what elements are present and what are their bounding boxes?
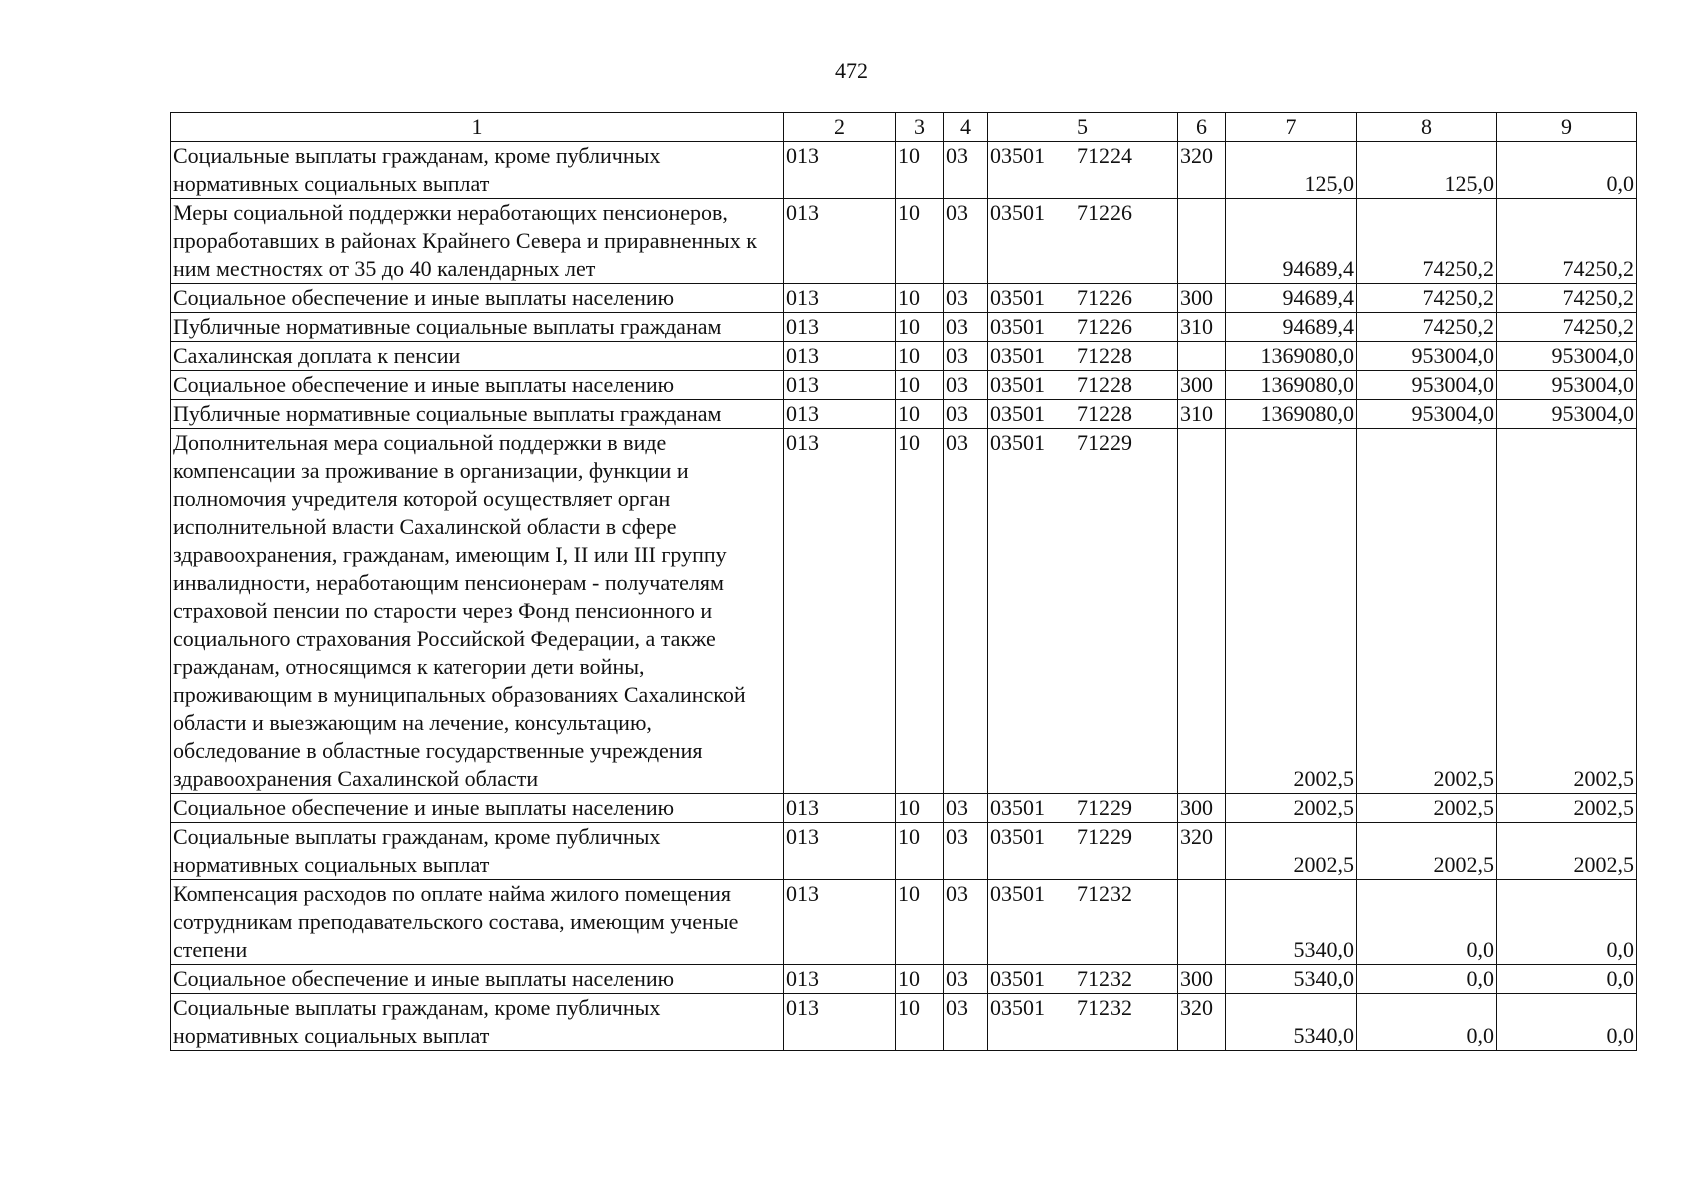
amount-cell-7: 5340,0 [1226,965,1357,994]
amount-cell-8: 74250,2 [1357,313,1497,342]
code-cell-4: 03 [944,142,988,199]
code-cell-5 [988,199,1178,284]
code-cell-2: 013 [784,994,896,1051]
direction-code: 71226 [1077,200,1132,225]
code-cell-5 [988,371,1178,400]
row-name-cell: Публичные нормативные социальные выплаты гражданам [171,313,784,342]
row-name-cell: Социальные выплаты гражданам, кроме публичных нормативных социальных выплат [171,142,784,199]
amount-cell-7: 1369080,0 [1226,400,1357,429]
program-code: 03501 [990,824,1045,849]
amount-cell-9: 0,0 [1497,142,1637,199]
amount-cell-9: 953004,0 [1497,400,1637,429]
amount-cell-9: 0,0 [1497,994,1637,1051]
budget-table [170,112,1637,1051]
code-cell-2: 013 [784,313,896,342]
code-cell-3: 10 [896,342,944,371]
code-cell-2: 013 [784,880,896,965]
code-cell-3: 10 [896,994,944,1051]
code-cell-4: 03 [944,313,988,342]
code-cell-4: 03 [944,429,988,794]
code-cell-6 [1178,429,1226,794]
table-row [171,313,1637,342]
amount-cell-8: 0,0 [1357,880,1497,965]
code-cell-6: 320 [1178,823,1226,880]
code-cell-4: 03 [944,342,988,371]
code-cell-4: 03 [944,994,988,1051]
code-cell-6 [1178,199,1226,284]
row-name-cell: Сахалинская доплата к пенсии [171,342,784,371]
table-row [171,965,1637,994]
amount-cell-9: 0,0 [1497,880,1637,965]
amount-cell-9: 953004,0 [1497,342,1637,371]
amount-cell-8: 0,0 [1357,994,1497,1051]
code-cell-5 [988,284,1178,313]
direction-code: 71229 [1077,824,1132,849]
amount-cell-7: 2002,5 [1226,823,1357,880]
program-code: 03501 [990,314,1045,339]
amount-cell-7: 5340,0 [1226,880,1357,965]
code-cell-3: 10 [896,371,944,400]
direction-code: 71229 [1077,430,1132,455]
code-cell-4: 03 [944,823,988,880]
code-cell-2: 013 [784,823,896,880]
row-name-cell: Социальное обеспечение и иные выплаты населению [171,284,784,313]
row-name-cell: Социальное обеспечение и иные выплаты населению [171,794,784,823]
amount-cell-8: 953004,0 [1357,400,1497,429]
program-code: 03501 [990,343,1045,368]
amount-cell-8: 125,0 [1357,142,1497,199]
code-cell-4: 03 [944,880,988,965]
code-cell-3: 10 [896,284,944,313]
code-cell-3: 10 [896,142,944,199]
table-row [171,199,1637,284]
table-row [171,794,1637,823]
amount-cell-9: 74250,2 [1497,199,1637,284]
amount-cell-7: 94689,4 [1226,313,1357,342]
code-cell-6: 310 [1178,313,1226,342]
amount-cell-7: 94689,4 [1226,199,1357,284]
program-code: 03501 [990,966,1045,991]
code-cell-5 [988,823,1178,880]
direction-code: 71232 [1077,995,1132,1020]
code-cell-6: 300 [1178,794,1226,823]
amount-cell-9: 74250,2 [1497,284,1637,313]
program-code: 03501 [990,285,1045,310]
amount-cell-9: 2002,5 [1497,429,1637,794]
row-name-cell: Публичные нормативные социальные выплаты гражданам [171,400,784,429]
amount-cell-7: 1369080,0 [1226,342,1357,371]
row-name-cell: Дополнительная мера социальной поддержки в виде компенсации за проживание в организации, функции и полномочия учредителя которой осуществляет орган исполнительной власти Сахалинской области в сфере здравоохранения, гражданам, имеющим I, II или III группу инвалидности, неработающим пенсионерам - получателям страховой пенсии по старости через Фонд пенсионного и социального страхования Российской Федерации, а также гражданам, относящимся к категории дети войны, проживающим в муниципальных образованиях Сахалинской области и выезжающим на лечение, консультацию, обследование в областные государственные учреждения здравоохранения Сахалинской области [171,429,784,794]
code-cell-2: 013 [784,142,896,199]
row-name-cell: Социальное обеспечение и иные выплаты населению [171,965,784,994]
code-cell-2: 013 [784,965,896,994]
row-name-cell: Социальные выплаты гражданам, кроме публичных нормативных социальных выплат [171,994,784,1051]
program-code: 03501 [990,795,1045,820]
table-row [171,284,1637,313]
column-number-row [171,113,1637,142]
table-row [171,823,1637,880]
amount-cell-7: 94689,4 [1226,284,1357,313]
direction-code: 71226 [1077,314,1132,339]
code-cell-6 [1178,342,1226,371]
direction-code: 71228 [1077,343,1132,368]
column-header: 7 [1226,113,1357,142]
program-code: 03501 [990,995,1045,1020]
amount-cell-8: 74250,2 [1357,284,1497,313]
row-name-cell: Меры социальной поддержки неработающих пенсионеров, проработавших в районах Крайнего Севера и приравненных к ним местностях от 35 до 40 календарных лет [171,199,784,284]
page-number: 472 [835,58,868,83]
code-cell-2: 013 [784,342,896,371]
amount-cell-7: 125,0 [1226,142,1357,199]
direction-code: 71229 [1077,795,1132,820]
program-code: 03501 [990,143,1045,168]
code-cell-3: 10 [896,965,944,994]
column-header: 4 [944,113,988,142]
column-header: 5 [988,113,1178,142]
column-header: 9 [1497,113,1637,142]
table-row [171,880,1637,965]
code-cell-3: 10 [896,400,944,429]
code-cell-4: 03 [944,400,988,429]
table-row [171,342,1637,371]
code-cell-5 [988,342,1178,371]
code-cell-2: 013 [784,371,896,400]
code-cell-4: 03 [944,199,988,284]
code-cell-5 [988,429,1178,794]
code-cell-5 [988,400,1178,429]
program-code: 03501 [990,372,1045,397]
code-cell-5 [988,880,1178,965]
code-cell-3: 10 [896,794,944,823]
code-cell-6: 300 [1178,284,1226,313]
direction-code: 71232 [1077,881,1132,906]
code-cell-6: 320 [1178,142,1226,199]
code-cell-5 [988,142,1178,199]
code-cell-3: 10 [896,880,944,965]
table-row [171,371,1637,400]
row-name-cell: Компенсация расходов по оплате найма жилого помещения сотрудникам преподавательского состава, имеющим ученые степени [171,880,784,965]
table-row [171,429,1637,794]
amount-cell-8: 0,0 [1357,965,1497,994]
column-header: 1 [171,113,784,142]
amount-cell-7: 2002,5 [1226,794,1357,823]
program-code: 03501 [990,200,1045,225]
code-cell-6: 310 [1178,400,1226,429]
amount-cell-7: 5340,0 [1226,994,1357,1051]
code-cell-3: 10 [896,429,944,794]
program-code: 03501 [990,881,1045,906]
amount-cell-7: 2002,5 [1226,429,1357,794]
table-row [171,994,1637,1051]
direction-code: 71232 [1077,966,1132,991]
direction-code: 71228 [1077,401,1132,426]
code-cell-4: 03 [944,965,988,994]
column-header: 8 [1357,113,1497,142]
table-row [171,142,1637,199]
code-cell-6 [1178,880,1226,965]
table-row [171,400,1637,429]
amount-cell-8: 953004,0 [1357,342,1497,371]
code-cell-3: 10 [896,313,944,342]
direction-code: 71228 [1077,372,1132,397]
row-name-cell: Социальное обеспечение и иные выплаты населению [171,371,784,400]
direction-code: 71224 [1077,143,1132,168]
code-cell-4: 03 [944,284,988,313]
row-name-cell: Социальные выплаты гражданам, кроме публичных нормативных социальных выплат [171,823,784,880]
amount-cell-9: 74250,2 [1497,313,1637,342]
code-cell-6: 300 [1178,371,1226,400]
amount-cell-7: 1369080,0 [1226,371,1357,400]
code-cell-4: 03 [944,371,988,400]
column-header: 6 [1178,113,1226,142]
code-cell-6: 320 [1178,994,1226,1051]
code-cell-5 [988,794,1178,823]
code-cell-2: 013 [784,199,896,284]
code-cell-6: 300 [1178,965,1226,994]
amount-cell-8: 2002,5 [1357,794,1497,823]
code-cell-3: 10 [896,823,944,880]
direction-code: 71226 [1077,285,1132,310]
amount-cell-8: 2002,5 [1357,429,1497,794]
column-header: 2 [784,113,896,142]
code-cell-2: 013 [784,284,896,313]
program-code: 03501 [990,430,1045,455]
amount-cell-8: 2002,5 [1357,823,1497,880]
code-cell-5 [988,994,1178,1051]
program-code: 03501 [990,401,1045,426]
code-cell-2: 013 [784,429,896,794]
amount-cell-9: 0,0 [1497,965,1637,994]
code-cell-5 [988,313,1178,342]
amount-cell-9: 2002,5 [1497,823,1637,880]
amount-cell-8: 74250,2 [1357,199,1497,284]
code-cell-5 [988,965,1178,994]
amount-cell-8: 953004,0 [1357,371,1497,400]
code-cell-2: 013 [784,400,896,429]
amount-cell-9: 2002,5 [1497,794,1637,823]
code-cell-2: 013 [784,794,896,823]
column-header: 3 [896,113,944,142]
code-cell-4: 03 [944,794,988,823]
code-cell-3: 10 [896,199,944,284]
amount-cell-9: 953004,0 [1497,371,1637,400]
